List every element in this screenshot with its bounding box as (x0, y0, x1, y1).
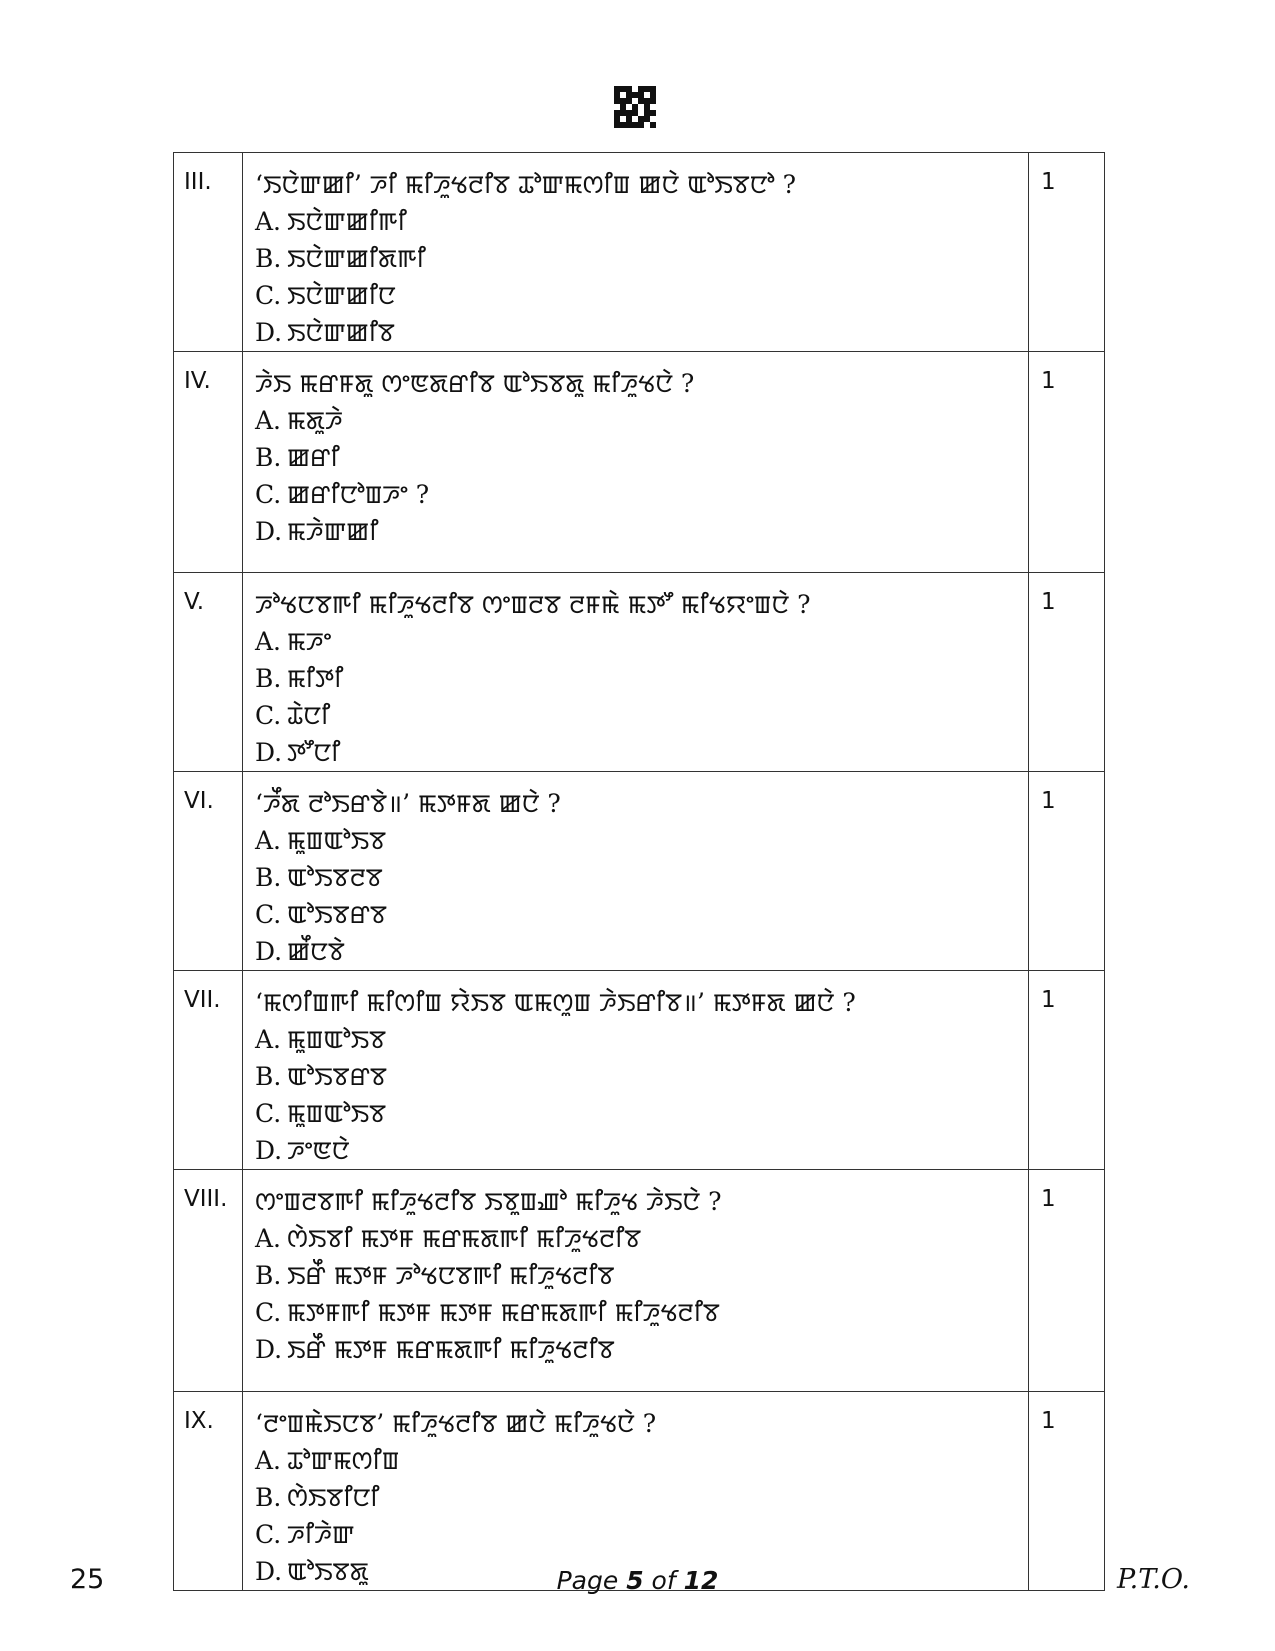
question-number: VIII. (174, 1170, 243, 1392)
question-row (174, 573, 1105, 772)
question-number: IX. (174, 1392, 243, 1591)
option: A. ꯁꯥꯏꯕꯤ ꯃꯇꯝ ꯃꯔꯃꯗꯒꯤ ꯃꯤꯍꯨꯠꯂꯤꯕ (255, 1224, 642, 1253)
question-marks: 1 (1029, 573, 1105, 772)
option: D. ꯇꯧꯅꯤ (255, 738, 341, 767)
option: B. ꯀꯔꯤ (255, 443, 340, 472)
option: C. ꯃꯨꯡꯑꯣꯏꯕ (255, 1099, 387, 1128)
page-indicator: Page 5 of 12 (556, 1566, 719, 1595)
pto-label: P.T.O. (1116, 1564, 1190, 1595)
option: B. ꯑꯣꯏꯕꯂꯕ (255, 863, 383, 892)
option: A. ꯃꯨꯡꯑꯣꯏꯕ (255, 826, 387, 855)
option: A. ꯃꯗꯨꯍꯥ (255, 406, 343, 435)
option: D. ꯑꯣꯏꯕꯗꯨ (255, 1557, 369, 1586)
option: A. ꯃꯨꯡꯑꯣꯏꯕ (255, 1025, 387, 1054)
option: C. ꯊꯥꯅꯤ (255, 701, 331, 730)
option: C. ꯑꯣꯏꯕꯔꯕ (255, 900, 387, 929)
question-marks: 1 (1029, 1170, 1105, 1392)
option: A. ꯃꯍꯦ (255, 627, 332, 656)
question-number: VI. (174, 772, 243, 971)
question-row (174, 153, 1105, 352)
question-stem: ‘ꯃꯁꯤꯡꯒꯤ ꯃꯤꯁꯤꯡ ꯌꯥꯏꯕ ꯑꯃꯁꯨꯡ ꯍꯥꯏꯔꯤꯕ॥’ ꯃꯇꯝꯗ ꯀꯅꯥ ? (255, 988, 856, 1017)
question-stem: ‘ꯂꯦꯡꯃꯥꯏꯅꯕ’ ꯃꯤꯍꯨꯠꯂꯤꯕ ꯀꯅꯥ ꯃꯤꯍꯨꯠꯅꯥ ? (255, 1409, 657, 1438)
question-number: IV. (174, 352, 243, 573)
option: B. ꯑꯣꯏꯕꯔꯕ (255, 1062, 387, 1091)
option: C. ꯍꯤꯍꯥꯛ (255, 1520, 355, 1549)
question-row (174, 772, 1105, 971)
question-row (174, 1392, 1105, 1591)
option: B. ꯏꯔꯩ ꯃꯇꯝ ꯍꯣꯠꯅꯕꯒꯤ ꯃꯤꯍꯨꯠꯂꯤꯕ (255, 1261, 615, 1290)
option: C. ꯃꯇꯝꯒꯤ ꯃꯇꯝ ꯃꯇꯝ ꯃꯔꯃꯗꯒꯤ ꯃꯤꯍꯨꯠꯂꯤꯕ (255, 1298, 720, 1327)
question-marks: 1 (1029, 352, 1105, 573)
questions-table (173, 152, 1105, 1591)
question-body (243, 971, 1029, 1170)
question-body (243, 1392, 1029, 1591)
option: D. ꯃꯍꯥꯛꯀꯤ (255, 517, 379, 546)
option: A. ꯊꯣꯛꯃꯁꯤꯡ (255, 1446, 400, 1475)
question-row (174, 1170, 1105, 1392)
option: D. ꯏꯔꯩ ꯃꯇꯝ ꯃꯔꯃꯗꯒꯤ ꯃꯤꯍꯨꯠꯂꯤꯕ (255, 1335, 615, 1364)
option: A. ꯏꯅꯥꯛꯀꯤꯒꯤ (255, 207, 407, 236)
question-body (243, 772, 1029, 971)
question-row (174, 971, 1105, 1170)
question-marks: 1 (1029, 1392, 1105, 1591)
question-body (243, 352, 1029, 573)
option: B. ꯃꯤꯇꯤ (255, 664, 344, 693)
question-stem: ꯁꯦꯡꯂꯕꯒꯤ ꯃꯤꯍꯨꯠꯂꯤꯕ ꯏꯕꯨꯡꯉꯣ ꯃꯤꯍꯨꯠ ꯍꯥꯏꯅꯥ ? (255, 1187, 722, 1216)
option: D. ꯀꯩꯅꯕꯥ (255, 937, 345, 966)
option: D. ꯏꯅꯥꯛꯀꯤꯕ (255, 318, 395, 347)
question-marks: 1 (1029, 772, 1105, 971)
question-marks: 1 (1029, 971, 1105, 1170)
option: C. ꯀꯔꯤꯅꯣꯡꯍꯦ ? (255, 480, 430, 509)
question-body (243, 153, 1029, 352)
qr-code (614, 86, 656, 128)
question-marks: 1 (1029, 153, 1105, 352)
option: C. ꯏꯅꯥꯛꯀꯤꯅ (255, 281, 396, 310)
question-stem: ꯍꯣꯠꯅꯕꯒꯤ ꯃꯤꯍꯨꯠꯂꯤꯕ ꯁꯦꯡꯂꯕ ꯂꯝꯃꯥ ꯃꯇꯧ ꯃꯤꯠꯌꯦꯡꯅꯥ ? (255, 590, 811, 619)
question-number: III. (174, 153, 243, 352)
question-number: VII. (174, 971, 243, 1170)
option: B. ꯁꯥꯏꯕꯤꯅꯤ (255, 1483, 380, 1512)
question-stem: ‘ꯏꯅꯥꯛꯀꯤ’ ꯍꯤ ꯃꯤꯍꯨꯠꯂꯤꯕ ꯊꯣꯛꯃꯁꯤꯡ ꯀꯅꯥ ꯑꯣꯏꯕꯅꯣ ? (255, 170, 797, 199)
option: D. ꯍꯦꯟꯅꯥ (255, 1136, 350, 1165)
paper-code: 25 (70, 1564, 105, 1595)
question-body (243, 1170, 1029, 1392)
question-row (174, 352, 1105, 573)
question-stem: ‘ꯍꯩꯗ ꯂꯣꯏꯔꯕꯥ॥’ ꯃꯇꯝꯗ ꯀꯅꯥ ? (255, 789, 561, 818)
question-body (243, 573, 1029, 772)
question-stem: ꯍꯥꯏ ꯃꯔꯝꯗꯨ ꯁꯦꯟꯗꯔꯤꯕ ꯑꯣꯏꯕꯗꯨ ꯃꯤꯍꯨꯠꯅꯥ ? (255, 369, 695, 398)
question-number: V. (174, 573, 243, 772)
option: B. ꯏꯅꯥꯛꯀꯤꯗꯒꯤ (255, 244, 426, 273)
